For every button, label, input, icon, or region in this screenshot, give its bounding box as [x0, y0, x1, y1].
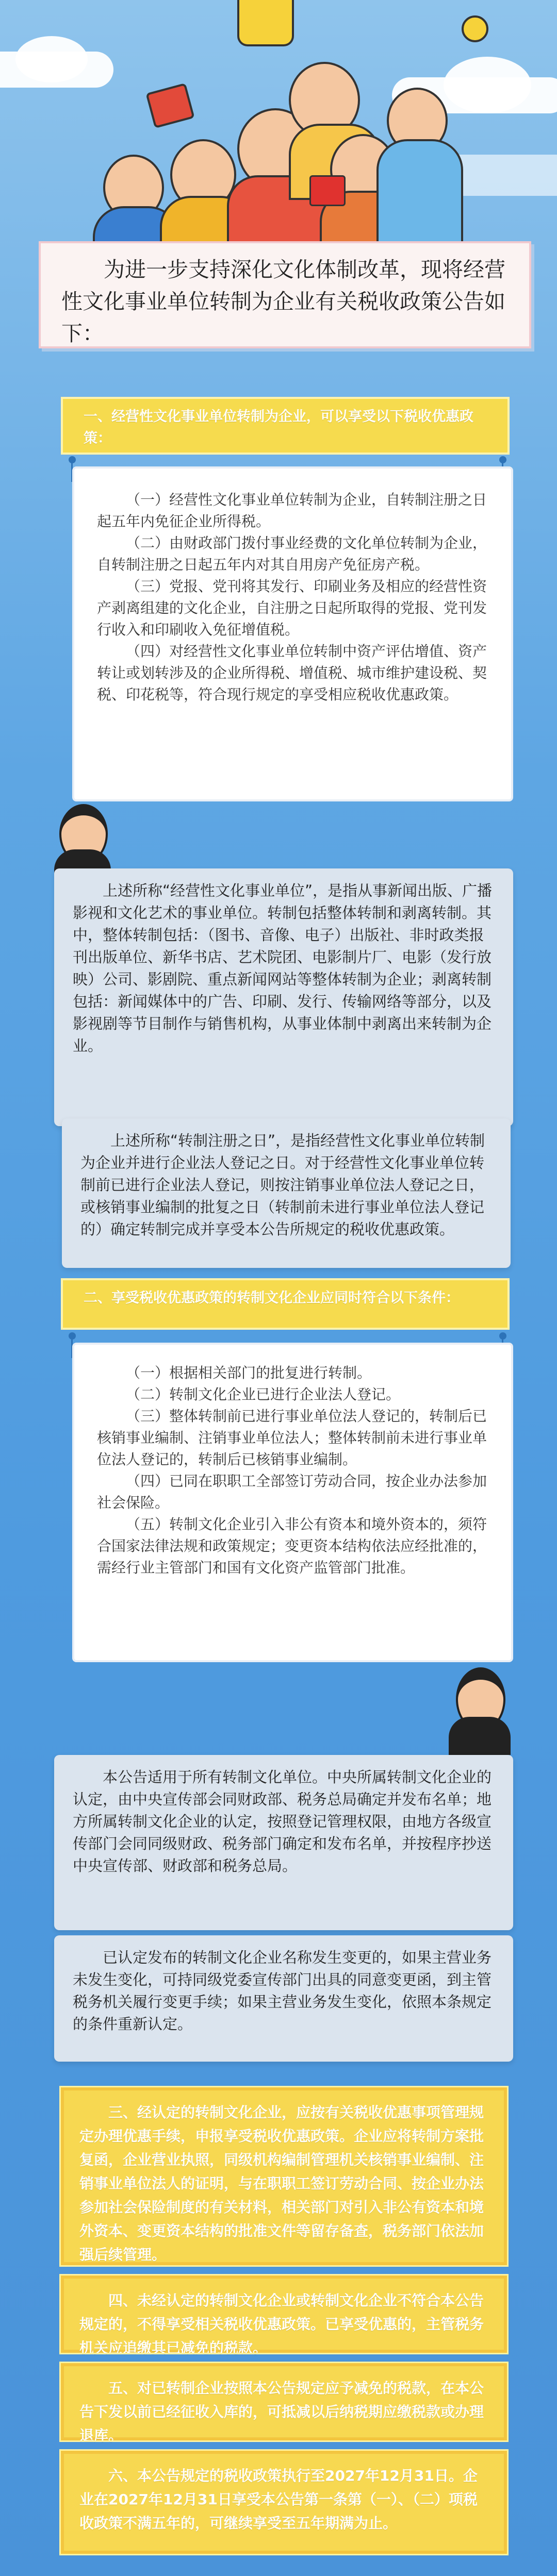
explain1-box: [62, 1118, 511, 1268]
section1-heading: 一、经营性文化事业单位转制为企业，可以享受以下税收优惠政策：: [61, 397, 510, 455]
explain2-box: [54, 1935, 513, 2062]
section1-item: （四）对经营性文化事业单位转制中资产评估增值、资产转让或划转涉及的企业所得税、增值税、城市维护建设税、契税、印花税等，符合现行规定的享受相应税收优惠政策。: [97, 643, 487, 703]
section2-item: （一）根据相关部门的批复进行转制。: [126, 1364, 372, 1381]
section2-heading: 二、享受税收优惠政策的转制文化企业应同时符合以下条件：: [61, 1278, 510, 1330]
section1-item: （二）由财政部门拨付事业经费的文化单位转制为企业，自转制注册之日起五年内对其自用房产免征房产税。: [97, 534, 487, 573]
section2-item: （二）转制文化企业已进行企业法人登记。: [126, 1386, 401, 1403]
section6-box: 六、本公告规定的税收政策执行至2027年12月31日。企业在2027年12月31日享受本公告第一条第（一）、（二）项税收政策不满五年的，可继续享受至五年期满为止。: [61, 2451, 507, 2554]
explain1-paragraph: 上述所称“经营性文化事业单位”，是指从事新闻出版、广播影视和文化艺术的事业单位。转制包括整体转制和剥离转制。其中，整体转制包括：（图书、音像、电子）出版社、非时政类报刊出版单位、新华书店、艺术院团、电影制片厂、电影（发行放映）公司、影剧院、重点新闻网站等整体转制为企业；剥离转制包括：新闻媒体中的广告、印刷、发行、传输网络等部分，以及影视剧等节目制作与销售机构，从事业体制中剥离出来转制为企业。: [73, 882, 493, 1055]
section1-item: （一）经营性文化事业单位转制为企业，自转制注册之日起五年内免征企业所得税。: [97, 491, 487, 530]
intro-text: 为进一步支持深化文化体制改革，现将经营性文化事业单位转制为企业有关税收政策公告如下：: [39, 241, 531, 348]
section2-item: （五）转制文化企业引入非公有资本和境外资本的，须符合国家法律法规和政策规定；变更资本结构依法应经批准的，需经行业主管部门和国有文化资产监管部门批准。: [97, 1516, 487, 1576]
avatar: [449, 1667, 511, 1755]
cloud: [15, 36, 88, 82]
section1-item: （三）党报、党刊将其发行、印刷业务及相应的经营性资产剥离组建的文化企业，自注册之日起所取得的党报、党刊发行收入和印刷收入免征增值税。: [97, 578, 487, 638]
explain1-paragraph: 上述所称“转制注册之日”，是指经营性文化事业单位转制为企业并进行企业法人登记之日。对于经营性文化事业单位转制前已进行企业法人登记，则按注销事业单位法人登记之日，或核销事业编制的批复之日（转制前未进行事业单位法人登记的）确定转制完成并享受本公告所规定的税收优惠政策。: [80, 1132, 485, 1238]
explain1-box: [54, 868, 513, 1126]
hero-illustration: [0, 0, 557, 242]
section1-card: [72, 466, 513, 801]
section2-card: [72, 1343, 513, 1662]
section3-box: 三、经认定的转制文化企业，应按有关税收优惠事项管理规定办理优惠手续，申报享受税收优惠政策。企业应将转制方案批复函，企业营业执照，同级机构编制管理机关核销事业编制、注销事业单位法人的证明，与在职职工签订劳动合同、按企业办法参加社会保险制度的有关材料，相关部门对引入非公有资本和境外资本、变更资本结构的批准文件等留存备查，税务部门依法加强后续管理。: [61, 2087, 507, 2265]
section2-item: （三）整体转制前已进行事业单位法人登记的，转制后已核销事业编制、注销事业单位法人；整体转制前未进行事业单位法人登记的，转制后已核销事业编制。: [97, 1408, 487, 1468]
cloud: [444, 57, 531, 113]
red-envelope-icon: [309, 175, 346, 206]
medal-icon: [462, 15, 488, 42]
explain2-paragraph: 已认定发布的转制文化企业名称发生变更的，如果主营业务未发生变化，可持同级党委宣传部门出具的同意变更函，到主管税务机关履行变更手续；如果主营业务发生变化，依照本条规定的条件重新认定。: [73, 1949, 492, 2033]
section4-box: 四、未经认定的转制文化企业或转制文化企业不符合本公告规定的，不得享受相关税收优惠政策。已享受优惠的，主管税务机关应追缴其已减免的税款。: [61, 2276, 507, 2353]
section5-box: 五、对已转制企业按照本公告规定应予减免的税款，在本公告下发以前已经征收入库的，可抵减以后纳税期应缴税款或办理退库。: [61, 2363, 507, 2440]
section2-item: （四）已同在职职工全部签订劳动合同，按企业办法参加社会保险。: [97, 1473, 487, 1511]
explain2-box: [54, 1755, 513, 1930]
person-body: [376, 139, 463, 242]
megaphone-icon: [145, 83, 194, 128]
trophy-icon: [237, 0, 294, 46]
explain2-paragraph: 本公告适用于所有转制文化单位。中央所属转制文化企业的认定，由中央宣传部会同财政部、税务总局确定并发布名单；地方所属转制文化企业的认定，按照登记管理权限，由地方各级宣传部门会同同级财政、税务部门确定和发布名单，并按程序抄送中央宣传部、财政部和税务总局。: [73, 1768, 492, 1875]
